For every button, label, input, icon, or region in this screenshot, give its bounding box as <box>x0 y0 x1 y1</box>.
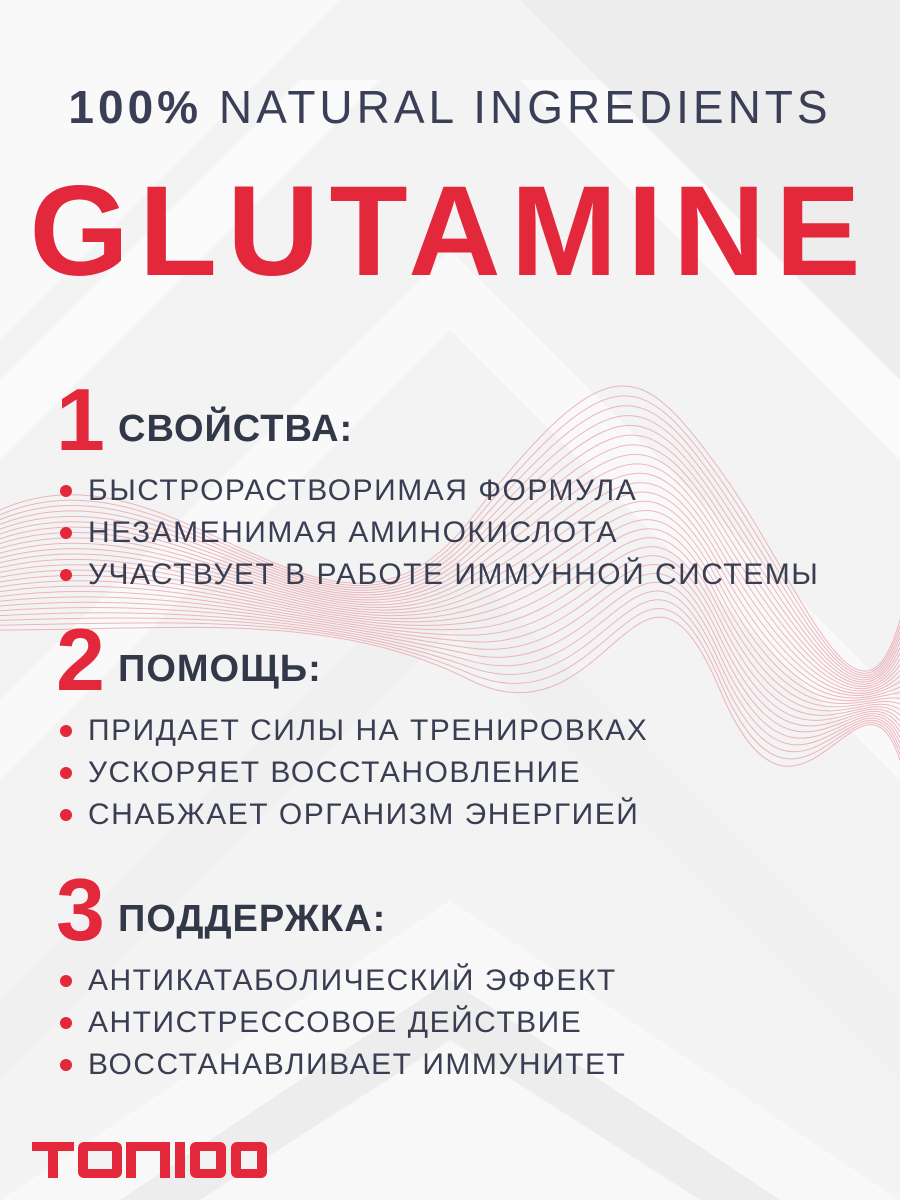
list-item <box>56 710 876 752</box>
section-header <box>56 860 876 960</box>
tagline-percent: 100% <box>68 81 203 133</box>
list-item-text: АНТИКАТАБОЛИЧЕСКИЙ ЭФФЕКТ <box>88 964 617 997</box>
bullet-dot-icon <box>60 1059 72 1071</box>
list-item-text: БЫСТРОРАСТВОРИМАЯ ФОРМУЛА <box>88 474 638 507</box>
list-item-text: УСКОРЯЕТ ВОССТАНОВЛЕНИЕ <box>88 756 582 789</box>
section-properties <box>56 370 876 596</box>
bullet-dot-icon <box>60 975 72 987</box>
section-number: 1 <box>56 370 105 469</box>
section-number: 3 <box>56 860 105 959</box>
list-item <box>56 960 876 1002</box>
bullet-dot-icon <box>60 485 72 497</box>
product-title: GLUTAMINE <box>29 160 871 303</box>
section-title: СВОЙСТВА: <box>118 408 354 450</box>
bullet-dot-icon <box>60 1017 72 1029</box>
section-header <box>56 610 876 710</box>
list-item-text: УЧАСТВУЕТ В РАБОТЕ ИММУННОЙ СИСТЕМЫ <box>88 558 820 591</box>
section-title: ПОДДЕРЖКА: <box>118 898 387 940</box>
list-item-text: ВОССТАНАВЛИВАЕТ ИММУНИТЕТ <box>88 1048 627 1081</box>
section-number: 2 <box>56 610 105 709</box>
bullet-list <box>56 470 876 596</box>
list-item <box>56 554 876 596</box>
list-item-text: ПРИДАЕТ СИЛЫ НА ТРЕНИРОВКАХ <box>88 714 649 747</box>
bullet-list <box>56 710 876 836</box>
list-item-text: АНТИСТРЕССОВОЕ ДЕЙСТВИЕ <box>88 1006 583 1039</box>
bullet-list <box>56 960 876 1086</box>
list-item <box>56 794 876 836</box>
list-item <box>56 512 876 554</box>
bullet-dot-icon <box>60 809 72 821</box>
section-header <box>56 370 876 470</box>
list-item <box>56 1002 876 1044</box>
section-title: ПОМОЩЬ: <box>118 648 322 690</box>
list-item-text: НЕЗАМЕНИМАЯ АМИНОКИСЛОТА <box>88 516 619 549</box>
bullet-dot-icon <box>60 767 72 779</box>
section-support <box>56 860 876 1086</box>
tagline <box>0 80 900 134</box>
bullet-dot-icon <box>60 725 72 737</box>
list-item <box>56 1044 876 1086</box>
tagline-text: NATURAL INGREDIENTS <box>218 81 832 133</box>
brand-logo <box>32 1138 272 1182</box>
bullet-dot-icon <box>60 569 72 581</box>
bullet-dot-icon <box>60 527 72 539</box>
list-item-text: СНАБЖАЕТ ОРГАНИЗМ ЭНЕРГИЕЙ <box>88 798 640 831</box>
list-item <box>56 470 876 512</box>
list-item <box>56 752 876 794</box>
section-help <box>56 610 876 836</box>
